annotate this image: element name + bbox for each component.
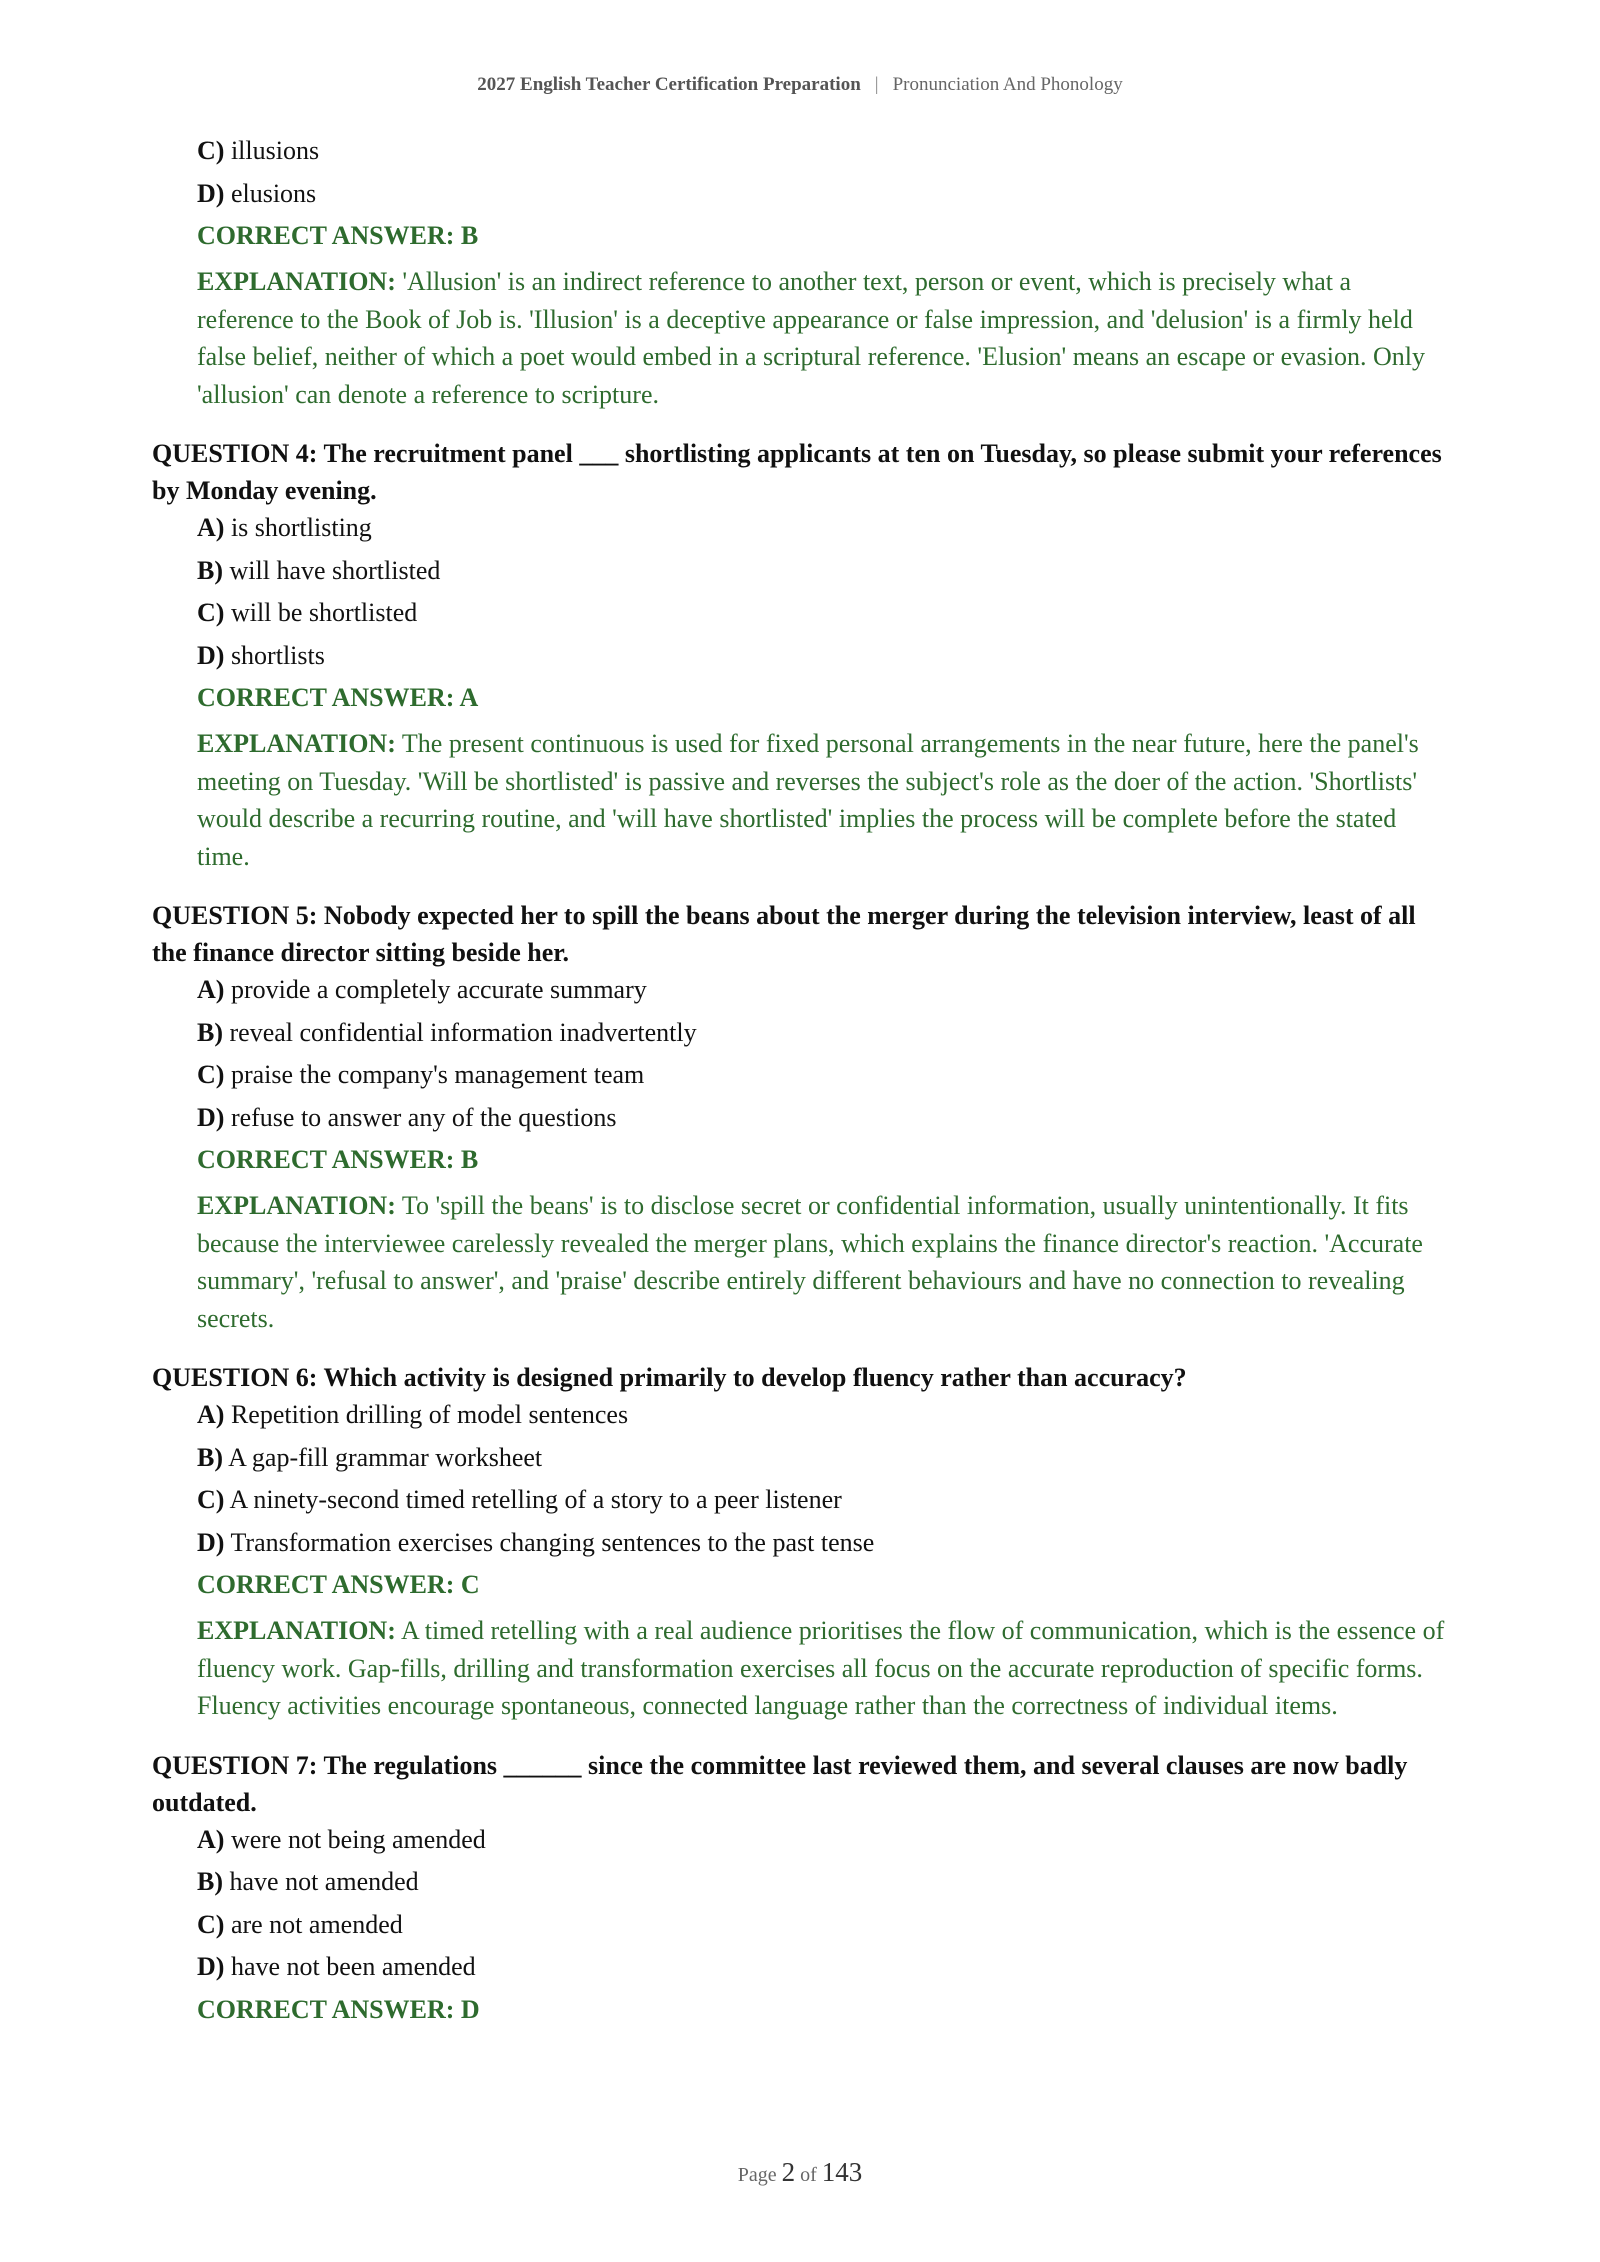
- option-text: A ninety-second timed retelling of a story to a peer listener: [229, 1485, 842, 1514]
- option-letter: C): [197, 1909, 225, 1939]
- option-text: is shortlisting: [230, 513, 372, 542]
- question-stem: QUESTION 7: The regulations ______ since the committee last reviewed them, and several clauses are now badly outdated.: [152, 1750, 1408, 1817]
- explanation: [197, 263, 1450, 413]
- options-list: [197, 975, 1450, 1132]
- header-separator: |: [874, 74, 879, 95]
- option-letter: A): [197, 975, 225, 1004]
- explanation-text: The present continuous is used for fixed personal arrangements in the near future, here the panel's meeting on Tuesday. 'Will be shortlisted' is passive and reverses the subject's role as the doer of the action. 'Shortlists' would describe a recurring routine, and 'will have shortlisted' implies the process will be complete before the stated time.: [197, 729, 1419, 871]
- option-a: [197, 513, 1450, 542]
- explanation-label: EXPLANATION:: [197, 729, 396, 758]
- option-d: [197, 1103, 1450, 1132]
- page-number: 2: [781, 2157, 796, 2187]
- option-letter: D): [197, 1952, 225, 1981]
- correct-answer: CORRECT ANSWER: A: [197, 683, 479, 712]
- section-title: Pronunciation And Phonology: [892, 74, 1123, 95]
- options-list: [197, 513, 1450, 670]
- option-text: elusions: [230, 178, 317, 208]
- option-d: [197, 1952, 1450, 1981]
- option-c: [197, 136, 1450, 165]
- option-letter: A): [197, 1824, 225, 1854]
- option-d: [197, 641, 1450, 670]
- correct-answer: CORRECT ANSWER: C: [197, 1570, 480, 1599]
- question-stem: QUESTION 6: Which activity is designed primarily to develop fluency rather than accuracy?: [152, 1363, 1187, 1392]
- explanation-text: 'Allusion' is an indirect reference to another text, person or event, which is precisely what a reference to the Book of Job is. 'Illusion' is a deceptive appearance or false impression, and 'delusion' is a firmly held false belief, neither of which a poet would embed in a scriptural reference. 'Elusion' means an escape or evasion. Only 'allusion' can denote a reference to scripture.: [197, 267, 1426, 409]
- option-text: were not being amended: [230, 1824, 486, 1854]
- option-letter: D): [197, 1527, 225, 1557]
- option-letter: C): [197, 136, 225, 165]
- option-text: are not amended: [230, 1909, 403, 1939]
- option-b: [197, 1018, 1450, 1047]
- option-text: refuse to answer any of the questions: [230, 1102, 617, 1132]
- option-letter: A): [197, 513, 225, 542]
- option-letter: D): [197, 1102, 225, 1132]
- option-text: will have shortlisted: [229, 555, 441, 585]
- explanation-label: EXPLANATION:: [197, 267, 396, 296]
- option-text: have not amended: [229, 1867, 419, 1896]
- option-letter: B): [197, 555, 223, 585]
- explanation-text: A timed retelling with a real audience prioritises the flow of communication, which is the essence of fluency work. Gap-fills, drilling and transformation exercises all focus on the accurate reproduction of specific forms. Fluency activities encourage spontaneous, connected language rather than the correctness of individual items.: [197, 1616, 1445, 1720]
- question-3-continuation: [152, 136, 1450, 413]
- page-total: 143: [821, 2157, 863, 2187]
- option-a: [197, 1400, 1450, 1429]
- option-c: [197, 1485, 1450, 1514]
- explanation-text: To 'spill the beans' is to disclose secret or confidential information, usually unintentionally. It fits because the interviewee carelessly revealed the merger plans, which explains the finance director's reaction. 'Accurate summary', 'refusal to answer', and 'praise' describe entirely different behaviours and have no connection to revealing secrets.: [197, 1191, 1423, 1333]
- option-text: reveal confidential information inadvertently: [229, 1017, 697, 1047]
- option-c: [197, 598, 1450, 627]
- option-letter: C): [197, 1060, 225, 1089]
- correct-answer: CORRECT ANSWER: D: [197, 1994, 480, 2024]
- document-title: 2027 English Teacher Certification Preparation: [477, 74, 861, 95]
- correct-answer: CORRECT ANSWER: B: [197, 1145, 479, 1174]
- question-stem: QUESTION 4: The recruitment panel ___ shortlisting applicants at ten on Tuesday, so please submit your references by Monday evening.: [152, 439, 1442, 505]
- option-text: praise the company's management team: [230, 1060, 645, 1089]
- option-text: have not been amended: [230, 1952, 476, 1981]
- option-d: [197, 179, 1450, 208]
- explanation-label: EXPLANATION:: [197, 1616, 396, 1645]
- option-text: shortlists: [230, 640, 325, 670]
- option-letter: D): [197, 640, 225, 670]
- question-6: [152, 1359, 1450, 1725]
- option-c: [197, 1060, 1450, 1089]
- option-letter: B): [197, 1442, 223, 1472]
- option-letter: C): [197, 598, 225, 627]
- option-a: [197, 975, 1450, 1004]
- option-text: Repetition drilling of model sentences: [230, 1400, 629, 1429]
- page-content: [152, 136, 1450, 2046]
- option-letter: D): [197, 178, 225, 208]
- question-7: [152, 1747, 1450, 2024]
- option-letter: B): [197, 1867, 223, 1896]
- page-label: Page: [737, 2164, 777, 2186]
- page-footer: [0, 2157, 1600, 2188]
- page-header: [0, 74, 1600, 96]
- option-d: [197, 1528, 1450, 1557]
- option-text: illusions: [230, 136, 320, 165]
- explanation: [197, 1187, 1450, 1337]
- option-b: [197, 1867, 1450, 1896]
- option-text: provide a completely accurate summary: [230, 975, 647, 1004]
- options-list: [197, 1400, 1450, 1557]
- option-a: [197, 1825, 1450, 1854]
- correct-answer: CORRECT ANSWER: B: [197, 221, 479, 250]
- option-letter: C): [197, 1485, 225, 1514]
- explanation-label: EXPLANATION:: [197, 1191, 396, 1220]
- option-c: [197, 1910, 1450, 1939]
- explanation: [197, 1612, 1450, 1725]
- options-list: [197, 136, 1450, 208]
- question-stem: QUESTION 5: Nobody expected her to spill the beans about the merger during the television interview, least of all the finance director sitting beside her.: [152, 901, 1416, 967]
- option-text: Transformation exercises changing sentences to the past tense: [230, 1527, 875, 1557]
- option-b: [197, 556, 1450, 585]
- option-text: will be shortlisted: [230, 598, 418, 627]
- option-letter: B): [197, 1017, 223, 1047]
- explanation: [197, 725, 1450, 875]
- question-5: [152, 897, 1450, 1337]
- option-letter: A): [197, 1400, 225, 1429]
- options-list: [197, 1825, 1450, 1982]
- question-4: [152, 435, 1450, 875]
- option-b: [197, 1443, 1450, 1472]
- option-text: A gap-fill grammar worksheet: [228, 1442, 543, 1472]
- page-of-label: of: [800, 2164, 817, 2186]
